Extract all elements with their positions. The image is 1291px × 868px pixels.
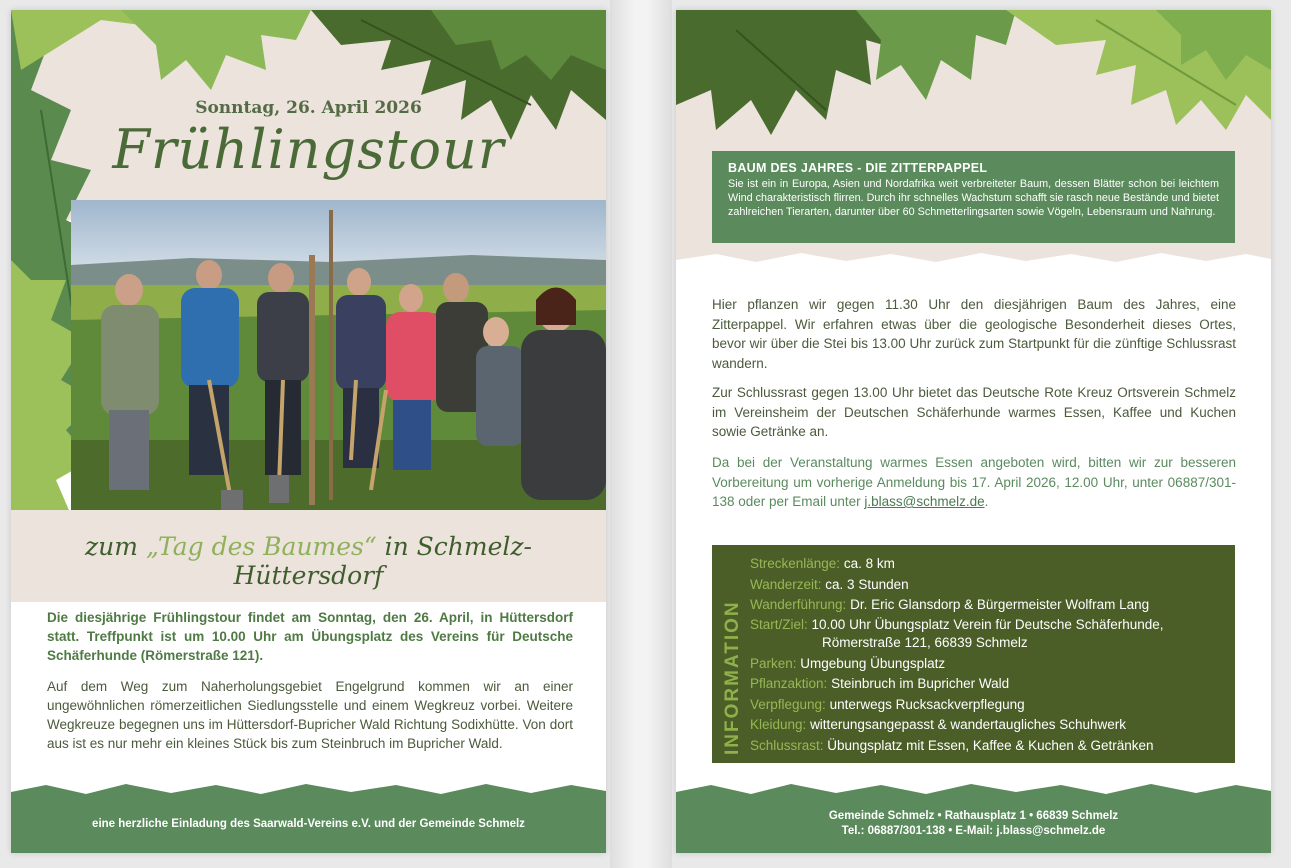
footer-band: [11, 780, 606, 853]
footer-invitation: eine herzliche Einladung des Saarwald-Vereins e.V. und der Gemeinde Schmelz: [92, 818, 525, 830]
info-row-final-rest: [750, 736, 1230, 757]
group-photo: [71, 200, 606, 525]
info-value: unterwegs Rucksackverpflegung: [829, 696, 1025, 712]
subtitle-highlight: „Tag des Baumes“: [145, 532, 377, 561]
info-value-continued: Römerstraße 121, 66839 Schmelz: [822, 634, 1028, 650]
event-date: Sonntag, 26. April 2026: [195, 98, 422, 118]
info-row-distance: [750, 554, 1230, 575]
registration-text: Da bei der Veranstaltung warmes Essen angeboten wird, bitten wir zur besseren Vorbereitung um vorherige Anmeldung bis 17. April 2026, 12.00 Uhr, unter 06887/301-138 oder per Email unter: [712, 455, 1236, 509]
footer-contact: [676, 809, 1271, 839]
info-label: Streckenlänge:: [750, 556, 841, 571]
info-row-start: [750, 616, 1230, 654]
tree-of-the-year-box: [712, 151, 1235, 243]
info-label: Wanderzeit:: [750, 576, 822, 592]
registration-end: .: [984, 494, 989, 509]
planting-paragraph: Hier pflanzen wir gegen 11.30 Uhr den diesjährigen Baum des Jahres, eine Zitterpappel. Wir erfahren etwas über die geologische Besonderheit dieses Ortes, bevor wir über die Stei bis 13.00 Uhr zurück zum Startpunkt für die zünftige Schlussrast wandern.: [712, 297, 1236, 371]
info-value: Übungsplatz mit Essen, Kaffee & Kuchen & Getränken: [827, 737, 1154, 753]
info-row-catering: [750, 695, 1230, 716]
subtitle-location: in Schmelz-Hüttersdorf: [233, 532, 532, 590]
info-row-duration: [750, 575, 1230, 596]
leaf-decoration-icon: [676, 10, 1271, 285]
info-row-clothing: [750, 715, 1230, 736]
footer-address: Gemeinde Schmelz • Rathausplatz 1 • 66839 Schmelz: [828, 810, 1119, 822]
flyer-front-page: [11, 10, 606, 853]
information-heading: INFORMATION: [722, 600, 743, 755]
flyer-info-page: [676, 10, 1271, 853]
rest-paragraph: Zur Schlussrast gegen 13.00 Uhr bietet das Deutsche Rote Kreuz Ortsverein Schmelz im Vereinsheim der Deutschen Schäferhunde warmes Essen, Kaffee und Kuchen sowie Getränke an.: [712, 385, 1236, 439]
tree-box-text: Sie ist ein in Europa, Asien und Nordafrika weit verbreiteter Baum, dessen Blätter schon bei leichtem Wind charakteristisch flirren. Durch ihr schnelles Wachstum schafft sie rasch neue Bestände und bietet zahlreichen Tierarten, darunter über 60 Schmetterlingsarten sowie Vögeln, Lebensraum und Nahrung.: [728, 178, 1219, 218]
info-value: witterungsangepasst & wandertaugliches Schuhwerk: [810, 717, 1126, 732]
info-value: ca. 8 km: [843, 556, 895, 571]
intro-paragraph: Die diesjährige Frühlingstour findet am Sonntag, den 26. April, in Hüttersdorf statt. Treffpunkt ist um 10.00 Uhr am Übungsplatz des Vereins für Deutsche Schäferhunde (Römerstraße 121).: [47, 610, 573, 663]
info-label: Verpflegung:: [750, 696, 826, 712]
info-value: Umgebung Übungsplatz: [800, 655, 946, 671]
info-value: ca. 3 Stunden: [825, 576, 909, 592]
footer-phone-email: Tel.: 06887/301-138 • E-Mail: j.blass@schmelz.de: [841, 825, 1106, 837]
info-value: Steinbruch im Bupricher Wald: [831, 676, 1010, 691]
info-row-planting: [750, 674, 1230, 695]
tree-box-heading: BAUM DES JAHRES - DIE ZITTERPAPPEL: [728, 161, 988, 175]
info-row-guides: [750, 595, 1230, 616]
page-title: Frühlingstour: [112, 118, 505, 181]
information-list: [750, 554, 1230, 756]
route-paragraph: Auf dem Weg zum Naherholungsgebiet Engelgrund kommen wir an einer ungewöhnlichen römerzeitlichen Siedlungsstelle und einem Wegkreuz vorbei. Weitere Wegkreuze begegnen uns im Hüttersdorf-Bupricher Wald Richtung Sodixhütte. Von dort aus ist es nur mehr ein kleines Stück bis zum Steinbruch im Bupricher Wald.: [47, 679, 573, 751]
info-label: Schlussrast:: [750, 737, 824, 753]
info-label: Kleidung:: [750, 717, 807, 732]
info-label: Start/Ziel:: [750, 616, 808, 632]
email-link[interactable]: j.blass@schmelz.de: [864, 494, 985, 509]
info-label: Pflanzaktion:: [750, 676, 828, 691]
info-label: Wanderführung:: [750, 597, 847, 612]
page-gutter: [610, 0, 672, 868]
info-label: Parken:: [750, 655, 797, 671]
event-subtitle: [11, 532, 606, 590]
info-row-parking: [750, 654, 1230, 675]
subtitle-prefix: zum: [85, 532, 146, 561]
info-value: Dr. Eric Glansdorp & Bürgermeister Wolfram Lang: [850, 597, 1150, 612]
info-value: 10.00 Uhr Übungsplatz Verein für Deutsche Schäferhunde,: [811, 616, 1164, 632]
registration-paragraph: [712, 453, 1236, 512]
